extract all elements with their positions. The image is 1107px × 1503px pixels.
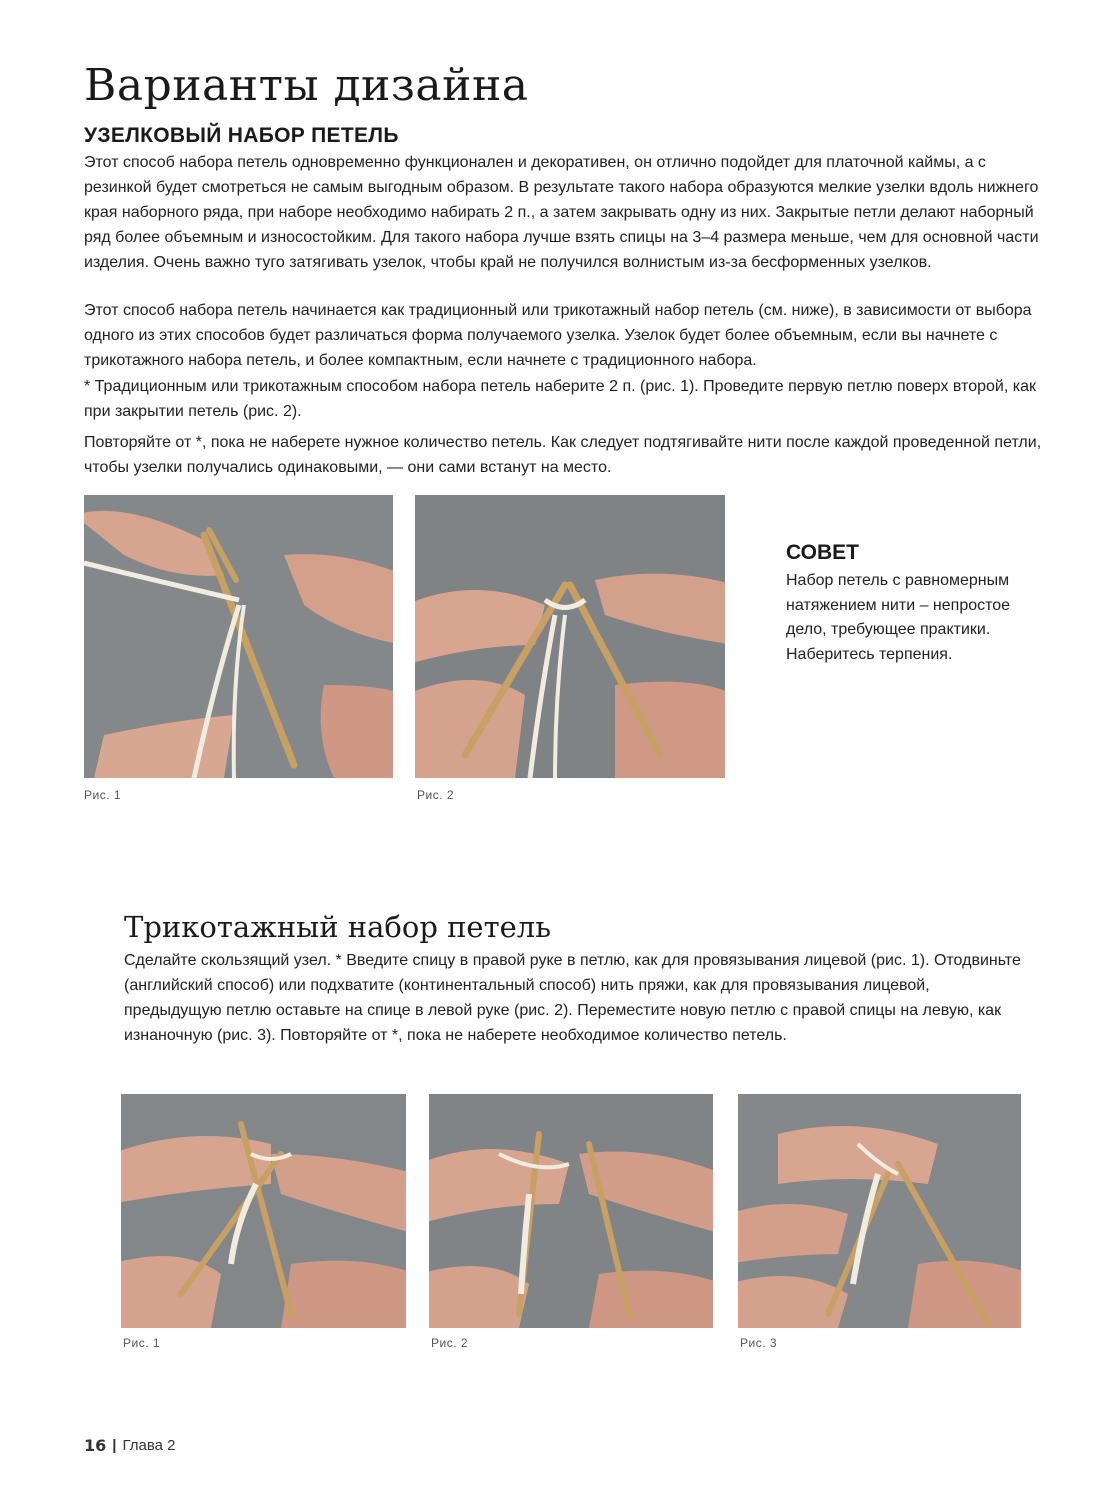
knitting-photo-icon (415, 495, 725, 778)
figure-bottom-1-photo (121, 1094, 406, 1328)
figure-bottom-1-caption: Рис. 1 (123, 1336, 161, 1350)
page-footer (84, 1436, 176, 1455)
page-title: Варианты дизайна (84, 60, 529, 111)
paragraph-step: * Традиционным или трикотажным способом набора петель наберите 2 п. (рис. 1). Проведите первую петлю поверх второй, как при закрытии петель (рис. 2). (84, 378, 1036, 420)
tip-text: Набор петель с равномерным натяжением нити – непростое дело, требующее практики. Наберитесь терпения. (786, 572, 1011, 663)
figure-top-1-photo (84, 495, 393, 778)
section-subtitle: УЗЕЛКОВЫЙ НАБОР ПЕТЕЛЬ (84, 124, 399, 147)
section2-title: Трикотажный набор петель (124, 910, 552, 944)
knitting-photo-icon (121, 1094, 406, 1328)
figure-top-1-caption: Рис. 1 (84, 788, 122, 802)
tip-title: СОВЕТ (786, 541, 859, 564)
chapter-label: Глава 2 (122, 1437, 176, 1454)
knitting-photo-icon (84, 495, 393, 778)
paragraph-intro: Этот способ набора петель одновременно функционален и декоративен, он отлично подойдет для платочной каймы, а с резинкой будет смотреться не самым выгодным образом. В результате такого набора образуются мелкие узелки вдоль нижнего края наборного ряда, при наборе необходимо набирать 2 п., а затем закрывать одну из них. Закрытые петли делают наборный ряд более объемным и износостойким. Для такого набора лучше взять спицы на 3–4 размера меньше, чем для основной части изделия. Очень важно туго затягивать узелок, чтобы край не получился волнистым из-за бесформенных узелков. (84, 154, 1039, 271)
figure-top-2-photo (415, 495, 725, 778)
paragraph-repeat: Повторяйте от *, пока не наберете нужное количество петель. Как следует подтягивайте нити после каждой проведенной петли, чтобы узелки получались одинаковыми, — они сами встанут на место. (84, 434, 1042, 476)
figure-top-2-caption: Рис. 2 (417, 788, 455, 802)
page-number: 16 (84, 1436, 107, 1455)
figure-bottom-2-caption: Рис. 2 (431, 1336, 469, 1350)
figure-bottom-3-photo (738, 1094, 1021, 1328)
knitting-photo-icon (738, 1094, 1021, 1328)
paragraph-method: Этот способ набора петель начинается как традиционный или трикотажный набор петель (см. ниже), в зависимости от выбора одного из этих способов будет различаться форма получаемого узелка. Узелок будет более объемным, если вы начнете с трикотажного набора петель, и более компактным, если начнете с традиционного набора. (84, 302, 1032, 369)
footer-separator: | (112, 1437, 117, 1454)
knitting-photo-icon (429, 1094, 713, 1328)
figure-bottom-3-caption: Рис. 3 (740, 1336, 778, 1350)
section2-paragraph: Сделайте скользящий узел. * Введите спицу в правой руке в петлю, как для провязывания лицевой (рис. 1). Отодвиньте (английский способ) или подхватите (континентальный способ) нить пряжи, как для провязывания лицевой, предыдущую петлю оставьте на спице в левой руке (рис. 2). Переместите новую петлю с правой спицы на левую, как изнаночную (рис. 3). Повторяйте от *, пока не наберете необходимое количество петель. (124, 952, 1021, 1044)
figure-bottom-2-photo (429, 1094, 713, 1328)
